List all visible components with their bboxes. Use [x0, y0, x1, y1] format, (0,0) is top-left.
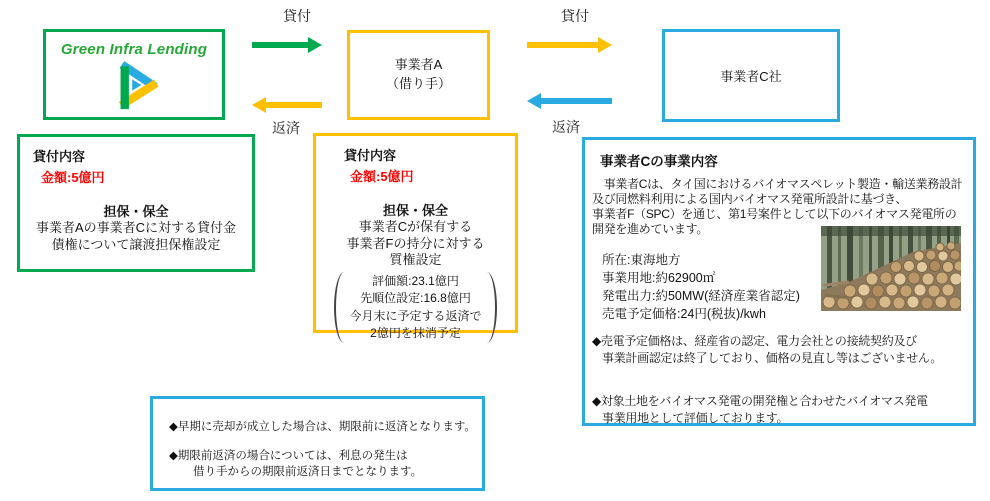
borrower-box [347, 30, 490, 120]
business-intro-line: 開発を進めています。 [592, 222, 709, 236]
loan-a-amount: 金額:5億円 [41, 170, 105, 185]
repay-arrow-c-to-a-icon [527, 93, 612, 109]
timber-logs-photo [821, 226, 961, 311]
company-c-business-panel [582, 137, 976, 426]
green-infra-lending-logo-text: Green Infra Lending [60, 41, 208, 58]
early-repayment-bullet: ◆早期に売却が成立した場合は、期限前に返済となります。 [169, 421, 476, 433]
loan-c-collateral-line: 事業者Fの持分に対する [346, 235, 485, 251]
borrower-name: 事業者A [394, 57, 443, 73]
lender-box [43, 29, 225, 120]
loan-arrow-a-to-c-icon [527, 37, 612, 53]
business-note-price-line: 事業計画認定は終了しており、価格の見直し等はございません。 [602, 351, 943, 365]
company-c-name: 事業者C社 [720, 69, 782, 84]
loan-label-lender-to-a: 貸付 [283, 8, 311, 24]
left-parenthesis-shape [334, 272, 345, 344]
business-panel-title: 事業者Cの事業内容 [600, 154, 718, 169]
green-infra-lending-logo-icon [106, 59, 162, 111]
business-intro-line: 及び同燃料利用による国内バイオマス発電所設計に基づき、 [592, 192, 908, 206]
repay-arrow-a-to-lender-icon [252, 97, 322, 113]
business-note-land-line: 事業用地として評価しております。 [602, 411, 789, 425]
business-note-price-line: ◆売電予定価格は、経産省の認定、電力会社との接続契約及び [592, 334, 917, 348]
business-detail-location: 所在:東海地方 [602, 253, 681, 267]
loan-c-collateral-line: 質権設定 [389, 252, 442, 268]
company-c-box [662, 29, 840, 122]
right-parenthesis-shape [486, 272, 497, 344]
loan-c-collateral-heading: 担保・保全 [382, 203, 448, 218]
loan-a-conditions-panel [17, 134, 255, 272]
loan-c-amount: 金額:5億円 [350, 169, 414, 184]
loan-a-collateral-line: 債権について譲渡担保権設定 [51, 236, 221, 252]
repay-label-c-to-a: 返済 [552, 119, 580, 135]
loan-a-collateral-heading: 担保・保全 [103, 204, 169, 219]
loan-a-collateral-line: 事業者Aの事業者Cに対する貸付金 [35, 220, 237, 235]
business-detail-output: 発電出力:約50MW(経済産業省認定) [602, 289, 800, 303]
borrower-role: （借り手） [385, 76, 451, 91]
prepayment-interest-line: 借り手からの期限前返済日までとなります。 [193, 466, 423, 478]
business-note-land-line: ◆対象土地をバイオマス発電の開発権と合わせたバイオマス発電 [592, 394, 928, 408]
business-intro-line: 事業者F（SPC）を通じ、第1号案件として以下のバイオマス発電所の [592, 207, 957, 221]
valuation-note [316, 272, 515, 344]
early-repayment-panel [150, 396, 485, 491]
loan-arrow-lender-to-a-icon [252, 37, 322, 53]
valuation-line: 2億円を抹消予定 [370, 326, 461, 341]
business-intro-line: 事業者Cは、タイ国におけるバイオマスペレット製造・輸送業務設計 [592, 177, 963, 191]
valuation-line: 評価額:23.1億円 [372, 273, 459, 288]
loan-c-conditions-panel [313, 133, 518, 341]
business-detail-price: 売電予定価格:24円(税抜)/kwh [602, 307, 766, 321]
loan-label-a-to-c: 貸付 [561, 8, 589, 24]
loan-a-title: 貸付内容 [33, 149, 86, 164]
valuation-line: 先順位設定:16.8億円 [360, 291, 471, 306]
business-detail-site-area: 事業用地:約62900㎡ [602, 271, 716, 285]
loan-c-title: 貸付内容 [344, 148, 397, 163]
prepayment-interest-line: ◆期限前返済の場合については、利息の発生は [169, 450, 408, 462]
loan-c-collateral-line: 事業者Cが保有する [358, 219, 473, 234]
repay-label-a-to-lender: 返済 [272, 120, 300, 136]
valuation-line: 今月末に予定する返済で [349, 308, 482, 323]
